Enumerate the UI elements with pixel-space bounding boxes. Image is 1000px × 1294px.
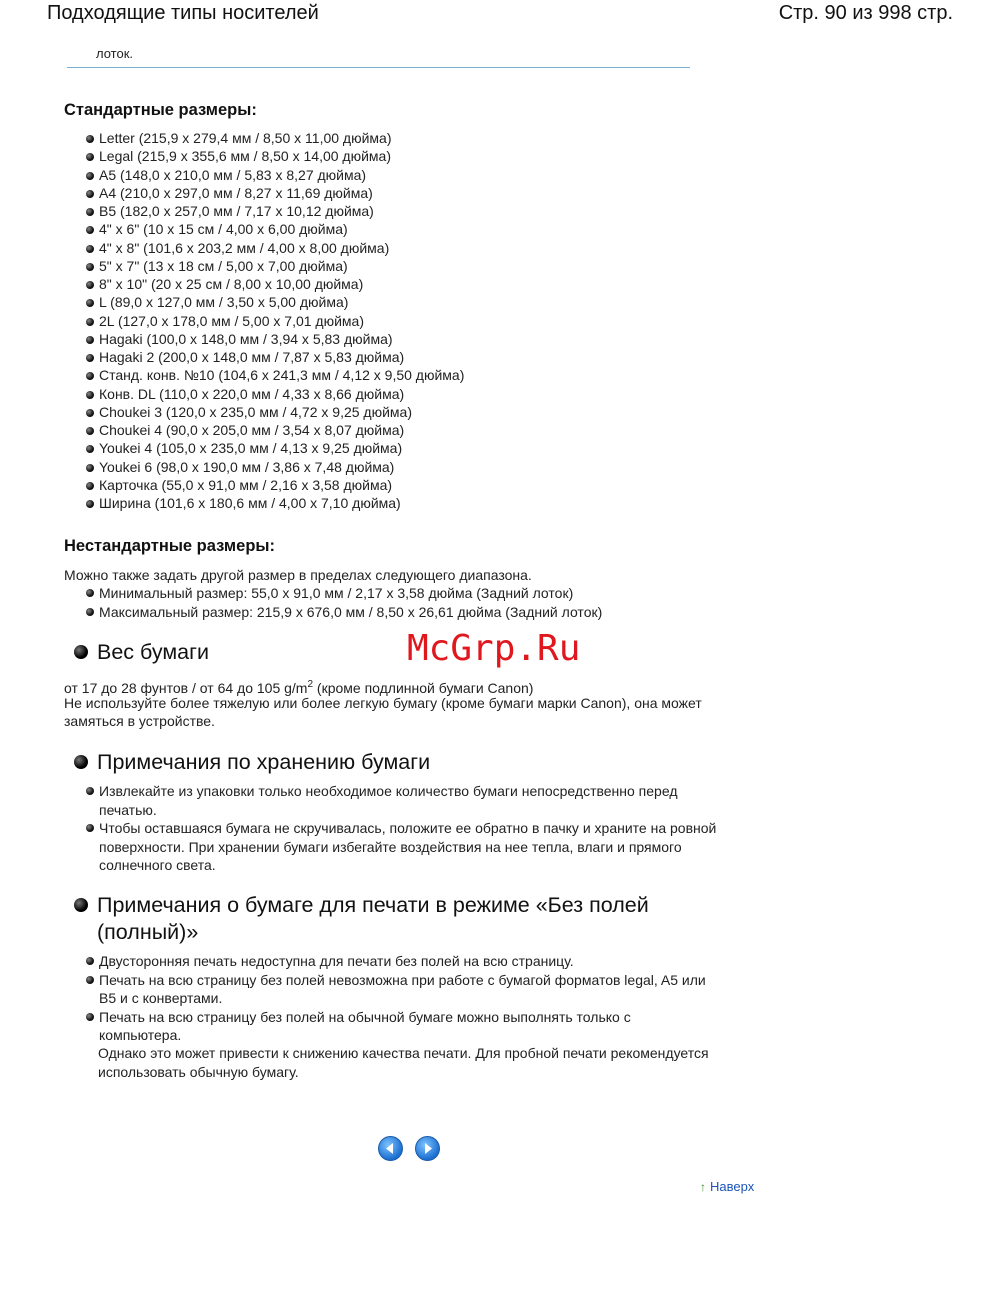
- heading-bullet-icon: [74, 898, 88, 912]
- list-item: Извлекайте из упаковки только необходимое количество бумаги непосредственно перед печатью.: [84, 782, 716, 819]
- bullet-icon: [86, 190, 94, 198]
- list-item: Карточка (55,0 x 91,0 мм / 2,16 x 3,58 дюйма): [84, 476, 464, 494]
- list-item: A4 (210,0 x 297,0 мм / 8,27 x 11,69 дюйма): [84, 184, 464, 202]
- storage-notes-list: [84, 782, 716, 875]
- list-item: Печать на всю страницу без полей на обычной бумаге можно выполнять только с компьютера.: [84, 1008, 706, 1045]
- bullet-icon: [86, 482, 94, 490]
- list-item: Youkei 6 (98,0 x 190,0 мм / 3,86 x 7,48 дюйма): [84, 458, 464, 476]
- list-item: Choukei 3 (120,0 x 235,0 мм / 4,72 x 9,25 дюйма): [84, 403, 464, 421]
- watermark-text: McGrp.Ru: [407, 628, 581, 669]
- bullet-icon: [86, 208, 94, 216]
- list-item: Youkei 4 (105,0 x 235,0 мм / 4,13 x 9,25 дюйма): [84, 439, 464, 457]
- bullet-icon: [86, 226, 94, 234]
- heading-bullet-icon: [74, 645, 88, 659]
- list-item: 4" x 8" (101,6 x 203,2 мм / 4,00 x 8,00 дюйма): [84, 239, 464, 257]
- bullet-icon: [86, 318, 94, 326]
- paper-weight-warning-line2: замяться в устройстве.: [64, 713, 215, 729]
- paper-weight-warning-line1: Не используйте более тяжелую или более легкую бумагу (кроме бумаги марки Canon), она может: [64, 695, 702, 711]
- list-item: 8" x 10" (20 x 25 см / 8,00 x 10,00 дюйма): [84, 275, 464, 293]
- bullet-icon: [86, 824, 94, 832]
- bullet-icon: [86, 281, 94, 289]
- section-divider: [67, 67, 690, 68]
- bullet-icon: [86, 608, 94, 616]
- bullet-icon: [86, 787, 94, 795]
- list-item: 5" x 7" (13 x 18 см / 5,00 x 7,00 дюйма): [84, 257, 464, 275]
- borderless-notes-trailing: Однако это может привести к снижению качества печати. Для пробной печати рекомендуется использовать обычную бумагу.: [98, 1045, 709, 1080]
- list-item: Ширина (101,6 x 180,6 мм / 4,00 x 7,10 дюйма): [84, 494, 464, 512]
- list-item: Минимальный размер: 55,0 x 91,0 мм / 2,17 x 3,58 дюйма (Задний лоток): [84, 584, 602, 603]
- bullet-icon: [86, 409, 94, 417]
- arrow-up-icon: ↑: [700, 1180, 706, 1194]
- list-item: Максимальный размер: 215,9 x 676,0 мм / 8,50 x 26,61 дюйма (Задний лоток): [84, 603, 602, 622]
- page-header-title: Подходящие типы носителей: [47, 2, 319, 24]
- bullet-icon: [86, 245, 94, 253]
- bullet-icon: [86, 336, 94, 344]
- bullet-icon: [86, 354, 94, 362]
- bullet-icon: [86, 372, 94, 380]
- continued-text-fragment: лоток.: [96, 46, 134, 61]
- borderless-notes-list: [84, 952, 706, 1045]
- paper-weight-range: от 17 до 28 фунтов / от 64 до 105 $g/m^2$ (кроме подлинной бумаги Canon): [64, 679, 534, 696]
- previous-page-button[interactable]: [378, 1136, 403, 1161]
- list-item: B5 (182,0 x 257,0 мм / 7,17 x 10,12 дюйма): [84, 202, 464, 220]
- storage-notes-heading: Примечания по хранению бумаги: [74, 749, 430, 776]
- list-item: Letter (215,9 x 279,4 мм / 8,50 x 11,00 дюйма): [84, 129, 464, 147]
- list-item: Hagaki 2 (200,0 x 148,0 мм / 7,87 x 5,83 дюйма): [84, 348, 464, 366]
- paper-weight-heading: Вес бумаги: [74, 639, 209, 666]
- arrow-left-icon: [379, 1137, 402, 1160]
- bullet-icon: [86, 589, 94, 597]
- arrow-right-icon: [416, 1137, 439, 1160]
- list-item: L (89,0 x 127,0 мм / 3,50 x 5,00 дюйма): [84, 293, 464, 311]
- list-item: Choukei 4 (90,0 x 205,0 мм / 3,54 x 8,07 дюйма): [84, 421, 464, 439]
- bullet-icon: [86, 299, 94, 307]
- standard-sizes-list: [84, 129, 464, 512]
- next-page-button[interactable]: [415, 1136, 440, 1161]
- list-item: Печать на всю страницу без полей невозможна при работе с бумагой форматов legal, A5 или B5 и с конвертами.: [84, 971, 706, 1008]
- bullet-icon: [86, 464, 94, 472]
- bullet-icon: [86, 263, 94, 271]
- custom-sizes-intro: Можно также задать другой размер в пределах следующего диапазона.: [64, 567, 532, 583]
- bullet-icon: [86, 153, 94, 161]
- list-item: 2L (127,0 x 178,0 мм / 5,00 x 7,01 дюйма): [84, 312, 464, 330]
- list-item: Конв. DL (110,0 x 220,0 мм / 4,33 x 8,66 дюйма): [84, 385, 464, 403]
- page-number-indicator: Стр. 90 из 998 стр.: [778, 2, 953, 24]
- bullet-icon: [86, 976, 94, 984]
- bullet-icon: [86, 391, 94, 399]
- list-item: Станд. конв. №10 (104,6 x 241,3 мм / 4,12 x 9,50 дюйма): [84, 366, 464, 384]
- list-item: A5 (148,0 x 210,0 мм / 5,83 x 8,27 дюйма): [84, 166, 464, 184]
- list-item: Hagaki (100,0 x 148,0 мм / 3,94 x 5,83 дюйма): [84, 330, 464, 348]
- standard-sizes-heading: Стандартные размеры:: [64, 101, 257, 119]
- bullet-icon: [86, 957, 94, 965]
- custom-sizes-list: [84, 584, 602, 621]
- list-item: Чтобы оставшаяся бумага не скручивалась, положите ее обратно в пачку и храните на ровной поверхности. При хранении бумаги избегайте воздействия на нее тепла, влаги и прямого солнечного света.: [84, 819, 716, 875]
- borderless-notes-heading: Примечания о бумаге для печати в режиме «Без полей (полный)»: [74, 892, 649, 946]
- list-item: 4" x 6" (10 x 15 см / 4,00 x 6,00 дюйма): [84, 220, 464, 238]
- list-item: Legal (215,9 x 355,6 мм / 8,50 x 14,00 дюйма): [84, 147, 464, 165]
- bullet-icon: [86, 445, 94, 453]
- back-to-top-link[interactable]: ↑ Наверх: [700, 1179, 755, 1194]
- bullet-icon: [86, 1013, 94, 1021]
- bullet-icon: [86, 135, 94, 143]
- bullet-icon: [86, 500, 94, 508]
- heading-bullet-icon: [74, 755, 88, 769]
- bullet-icon: [86, 427, 94, 435]
- custom-sizes-heading: Нестандартные размеры:: [64, 537, 275, 555]
- list-item: Двусторонняя печать недоступна для печати без полей на всю страницу.: [84, 952, 706, 971]
- bullet-icon: [86, 172, 94, 180]
